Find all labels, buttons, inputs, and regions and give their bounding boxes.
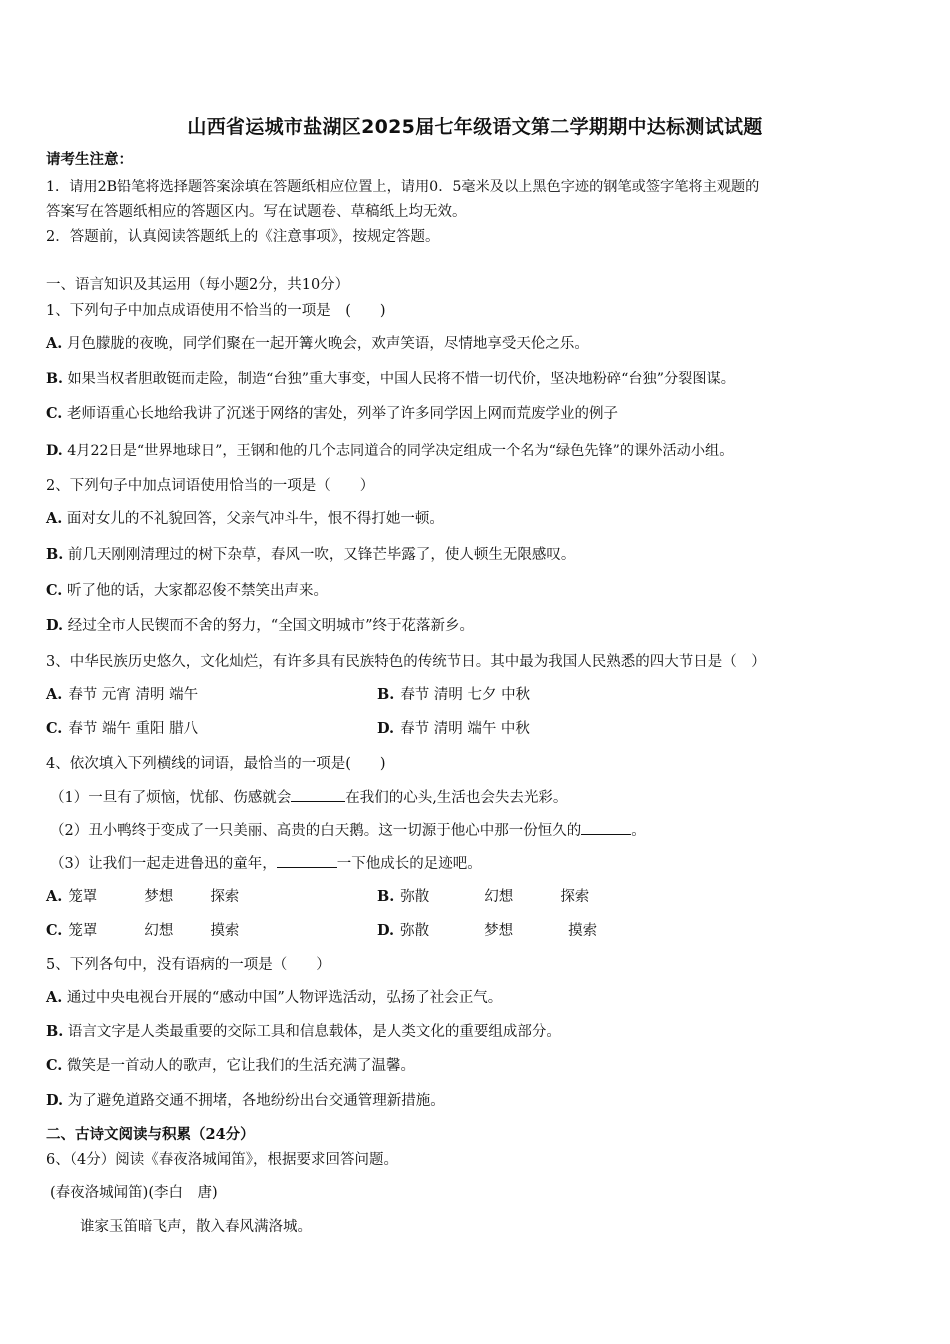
- option-word: 摸索: [568, 923, 598, 939]
- option-text: 月色朦胧的夜晚，同学们聚在一起开篝火晚会，欢声笑语，尽情地享受天伦之乐。: [66, 336, 589, 352]
- q2-option-c: [46, 581, 328, 601]
- option-label: C.: [46, 1057, 63, 1074]
- sentence-text: （2）丑小鸭终于变成了一只美丽、高贵的白天鹅。这一切源于他心中那一份恒久的: [50, 823, 582, 839]
- option-text: 如果当权者胆敢铤而走险，制造“台独”重大事变，中国人民将不惜一切代价，坚决地粉碎“台独”分裂图谋。: [67, 371, 735, 387]
- q2-stem: 2、下列句子中加点词语使用恰当的一项是（ ）: [46, 478, 375, 494]
- option-label: D.: [377, 720, 395, 737]
- option-label: C.: [46, 582, 63, 599]
- option-text: 微笑是一首动人的歌声，它让我们的生活充满了温馨。: [66, 1058, 415, 1074]
- option-label: B.: [46, 371, 63, 387]
- q2-option-a: [46, 509, 444, 529]
- option-word: 摸索: [210, 923, 240, 939]
- option-label: C.: [46, 405, 63, 422]
- option-label: A.: [46, 989, 63, 1006]
- notice-item-1-line-1: 1．请用2B铅笔将选择题答案涂填在答题纸相应位置上，请用0．5毫米及以上黑色字迹的钢笔或签字笔将主观题的: [46, 179, 760, 195]
- option-label: A.: [46, 335, 63, 352]
- option-text: 面对女儿的不礼貌回答，父亲气冲斗牛，恨不得打她一顿。: [66, 511, 444, 527]
- notice-item-2: 2．答题前，认真阅读答题纸上的《注意事项》，按规定答题。: [46, 229, 440, 245]
- q3-stem: 3、中华民族历史悠久，文化灿烂，有许多具有民族特色的传统节日。其中最为我国人民熟悉的四大节日是（ ）: [46, 654, 766, 670]
- q4-sentence-1: [50, 787, 567, 808]
- option-text: 为了避免道路交通不拥堵，各地纷纷出台交通管理新措施。: [67, 1093, 445, 1109]
- fill-blank: [291, 787, 345, 802]
- sentence-text: （1）一旦有了烦恼，忧郁、伤感就会: [50, 790, 292, 806]
- q5-option-a: [46, 988, 502, 1008]
- option-text: 春节 元宵 清明 端午: [68, 687, 199, 703]
- option-word: 幻想: [484, 889, 514, 905]
- option-word: 幻想: [144, 923, 174, 939]
- q6-stem: 6、（4分）阅读《春夜洛城闻笛》，根据要求回答问题。: [46, 1152, 398, 1168]
- option-label: C.: [46, 922, 63, 939]
- q5-stem: 5、下列各句中，没有语病的一项是（ ）: [46, 957, 331, 973]
- option-label: D.: [377, 922, 395, 939]
- option-text: 4月22日是“世界地球日”，王钢和他的几个志同道合的同学决定组成一个名为“绿色先锋”的课外活动小组。: [67, 443, 734, 459]
- option-word: 笼罩: [68, 923, 98, 939]
- poem-line-1: 谁家玉笛暗飞声，散入春风满洛城。: [80, 1219, 312, 1235]
- option-text: 春节 端午 重阳 腊八: [68, 721, 199, 737]
- option-text: 老师语重心长地给我讲了沉迷于网络的害处，列举了许多同学因上网而荒废学业的例子: [66, 406, 618, 422]
- option-text: 听了他的话，大家都忍俊不禁笑出声来。: [66, 583, 328, 599]
- option-label: B.: [46, 1023, 64, 1040]
- q3-option-b: [377, 685, 530, 705]
- option-word: 笼罩: [68, 889, 98, 905]
- option-text: 语言文字是人类最重要的交际工具和信息载体，是人类文化的重要组成部分。: [67, 1024, 561, 1040]
- page-title: 山西省运城市盐湖区2025届七年级语文第二学期期中达标测试试题: [187, 116, 763, 138]
- q1-stem: 1、下列句子中加点成语使用不恰当的一项是 ( ): [46, 303, 386, 319]
- option-label: A.: [46, 888, 63, 905]
- q3-option-a: [46, 685, 198, 705]
- option-word: 探索: [210, 889, 240, 905]
- q4-sentence-2: [50, 820, 646, 841]
- option-label: D.: [46, 617, 64, 634]
- q1-option-b: [46, 369, 735, 389]
- q4-sentence-3: [50, 853, 482, 874]
- q3-option-d: [377, 719, 530, 739]
- q4-option-d: [377, 921, 597, 941]
- option-text: 通过中央电视台开展的“感动中国”人物评选活动，弘扬了社会正气。: [66, 990, 503, 1006]
- option-label: B.: [377, 888, 395, 905]
- q1-option-c: [46, 404, 618, 424]
- sentence-text: 。: [631, 823, 646, 839]
- q3-option-c: [46, 719, 198, 739]
- q5-option-b: [46, 1022, 561, 1042]
- poem-title: (春夜洛城闻笛)(李白 唐): [50, 1185, 218, 1201]
- option-label: D.: [46, 1092, 64, 1109]
- option-text: 春节 清明 端午 中秋: [400, 721, 530, 737]
- q4-stem: 4、依次填入下列横线的词语，最恰当的一项是( ): [46, 756, 386, 772]
- option-label: C.: [46, 720, 63, 737]
- option-label: D.: [46, 443, 63, 459]
- sentence-text: 一下他成长的足迹吧。: [336, 856, 482, 872]
- option-word: 弥散: [400, 889, 430, 905]
- option-word: 梦想: [484, 923, 514, 939]
- q1-option-d: [46, 441, 733, 461]
- option-text: 春节 清明 七夕 中秋: [400, 687, 531, 703]
- q4-option-b: [377, 887, 589, 907]
- section-1-heading: 一、语言知识及其运用（每小题2分，共10分）: [46, 277, 350, 293]
- q4-option-c: [46, 921, 239, 941]
- section-2-heading: 二、古诗文阅读与积累（24分）: [46, 1126, 255, 1143]
- option-text: 经过全市人民锲而不舍的努力，“全国文明城市”终于花落新乡。: [67, 618, 475, 634]
- q2-option-d: [46, 616, 474, 636]
- fill-blank: [581, 820, 631, 835]
- option-label: B.: [46, 546, 64, 563]
- option-word: 探索: [560, 889, 590, 905]
- option-word: 弥散: [400, 923, 430, 939]
- option-word: 梦想: [144, 889, 174, 905]
- option-label: A.: [46, 510, 63, 527]
- notice-heading: 请考生注意：: [46, 151, 133, 168]
- sentence-text: 在我们的心头,生活也会失去光彩。: [345, 790, 568, 806]
- q4-option-a: [46, 887, 239, 907]
- option-text: 前几天刚刚清理过的树下杂草，春风一吹，又锋芒毕露了，使人顿生无限感叹。: [67, 547, 576, 563]
- option-label: A.: [46, 686, 63, 703]
- fill-blank: [277, 853, 337, 868]
- sentence-text: （3）让我们一起走进鲁迅的童年，: [50, 856, 277, 872]
- q5-option-c: [46, 1056, 415, 1076]
- notice-item-1-line-2: 答案写在答题纸相应的答题区内。写在试题卷、草稿纸上均无效。: [46, 204, 467, 220]
- q1-option-a: [46, 334, 589, 354]
- option-label: B.: [377, 686, 395, 703]
- q5-option-d: [46, 1091, 445, 1111]
- q2-option-b: [46, 545, 575, 565]
